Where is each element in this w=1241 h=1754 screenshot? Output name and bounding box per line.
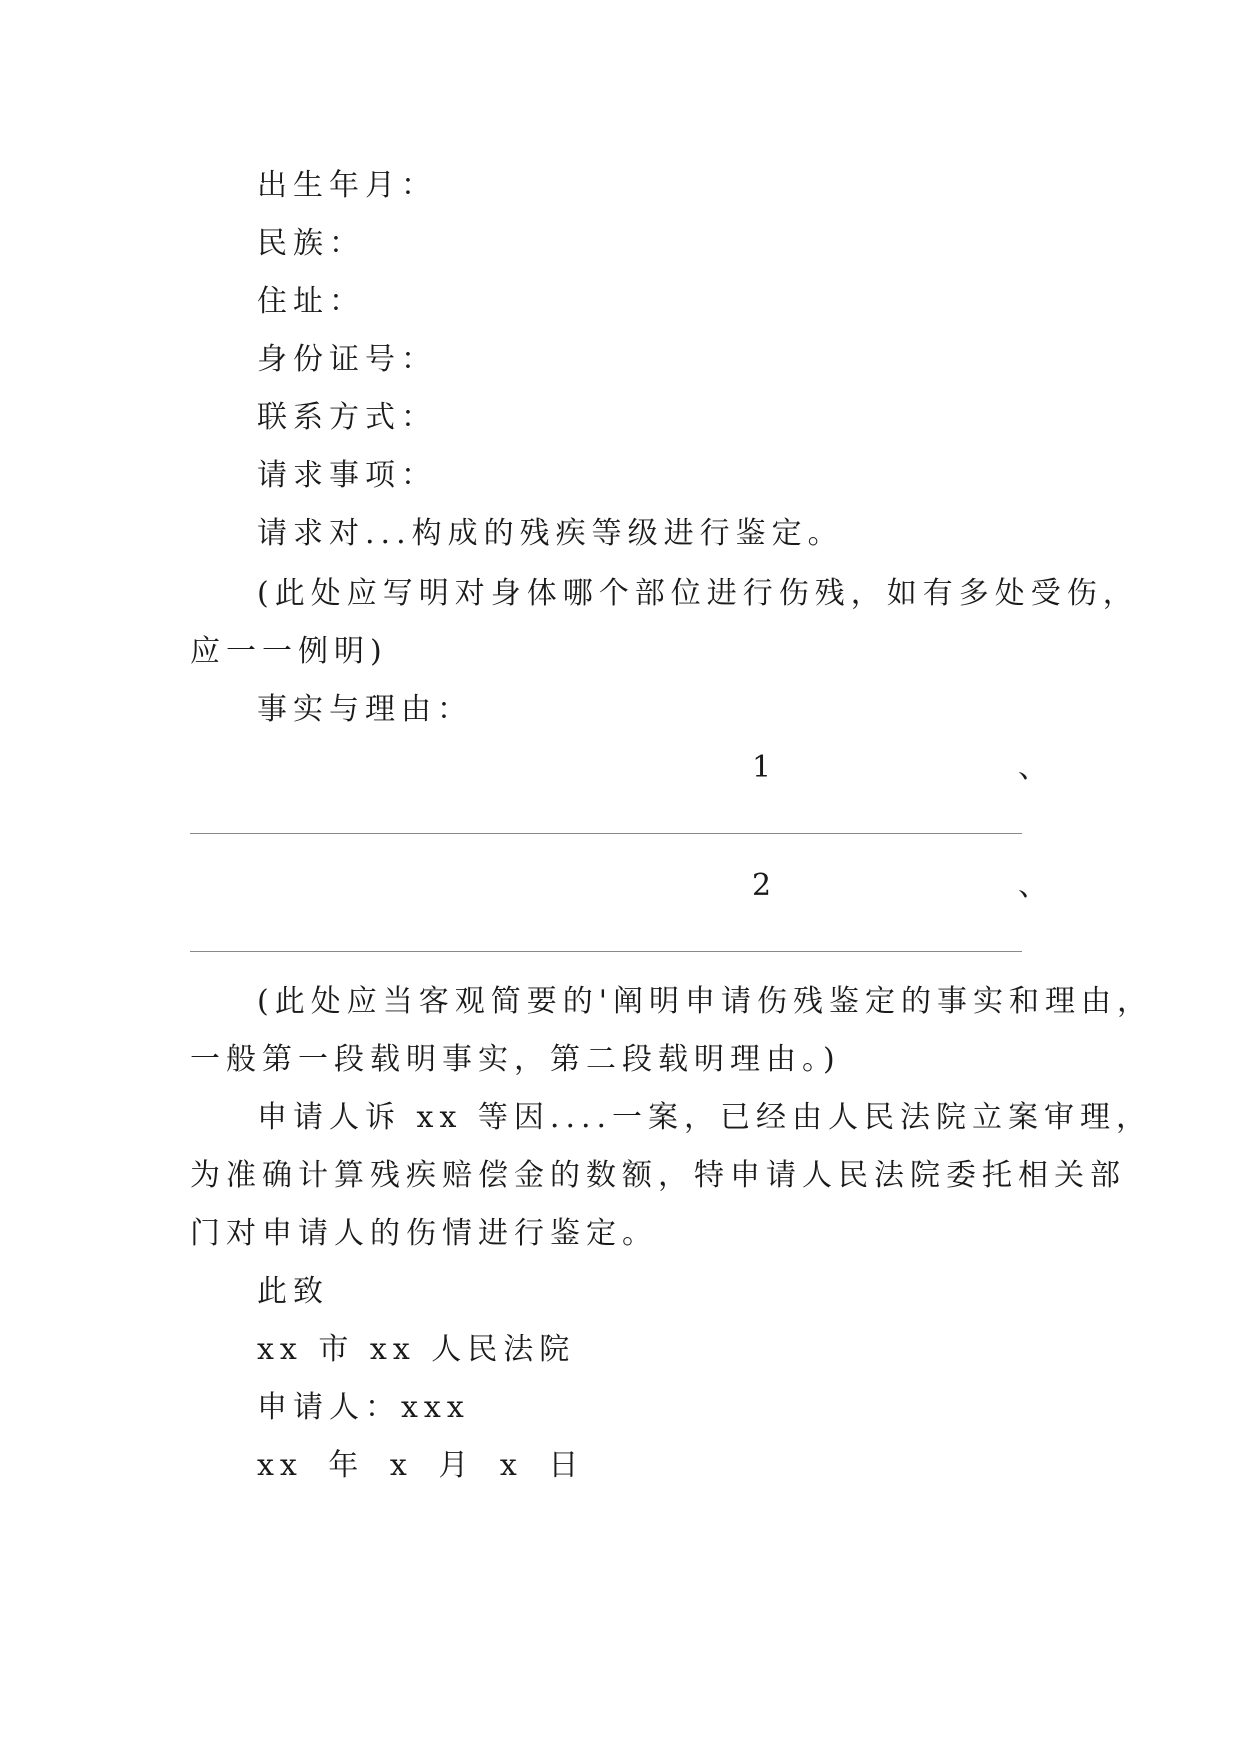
facts-item-1-number: 1 <box>752 750 772 785</box>
field-address: 住址： <box>257 284 365 319</box>
closing-applicant: 申请人：xxx <box>257 1390 470 1425</box>
facts-note-line-2: 一般第一段载明事实，第二段载明理由。) <box>190 1042 841 1077</box>
request-note-line-1: (此处应写明对身体哪个部位进行伤残，如有多处受伤， <box>257 576 1139 611</box>
closing-salutation: 此致 <box>257 1274 329 1309</box>
request-heading: 请求事项： <box>257 458 437 493</box>
facts-item-1-mark: 、 <box>1018 750 1048 785</box>
field-ethnicity: 民族： <box>257 226 365 261</box>
facts-note-line-1: (此处应当客观简要的'阐明申请伤残鉴定的事实和理由， <box>257 984 1153 1019</box>
body-line-3: 门对申请人的伤情进行鉴定。 <box>190 1216 658 1251</box>
field-id-number: 身份证号： <box>257 342 437 377</box>
request-text: 请求对...构成的残疾等级进行鉴定。 <box>257 516 844 551</box>
facts-item-2-blank-line <box>190 951 1022 952</box>
field-contact: 联系方式： <box>257 400 437 435</box>
field-birth: 出生年月： <box>257 168 437 203</box>
body-line-2: 为准确计算残疾赔偿金的数额，特申请人民法院委托相关部 <box>190 1158 1126 1193</box>
facts-item-2-mark: 、 <box>1018 868 1048 903</box>
closing-court: xx 市 xx 人民法院 <box>257 1332 576 1367</box>
facts-item-1-blank-line <box>190 833 1022 834</box>
closing-date: xx 年 x 月 x 日 <box>257 1448 585 1483</box>
body-line-1: 申请人诉 xx 等因....一案，已经由人民法院立案审理， <box>257 1100 1153 1135</box>
facts-item-2-number: 2 <box>752 868 772 903</box>
facts-heading: 事实与理由： <box>257 692 473 727</box>
request-note-line-2: 应一一例明) <box>190 634 388 669</box>
